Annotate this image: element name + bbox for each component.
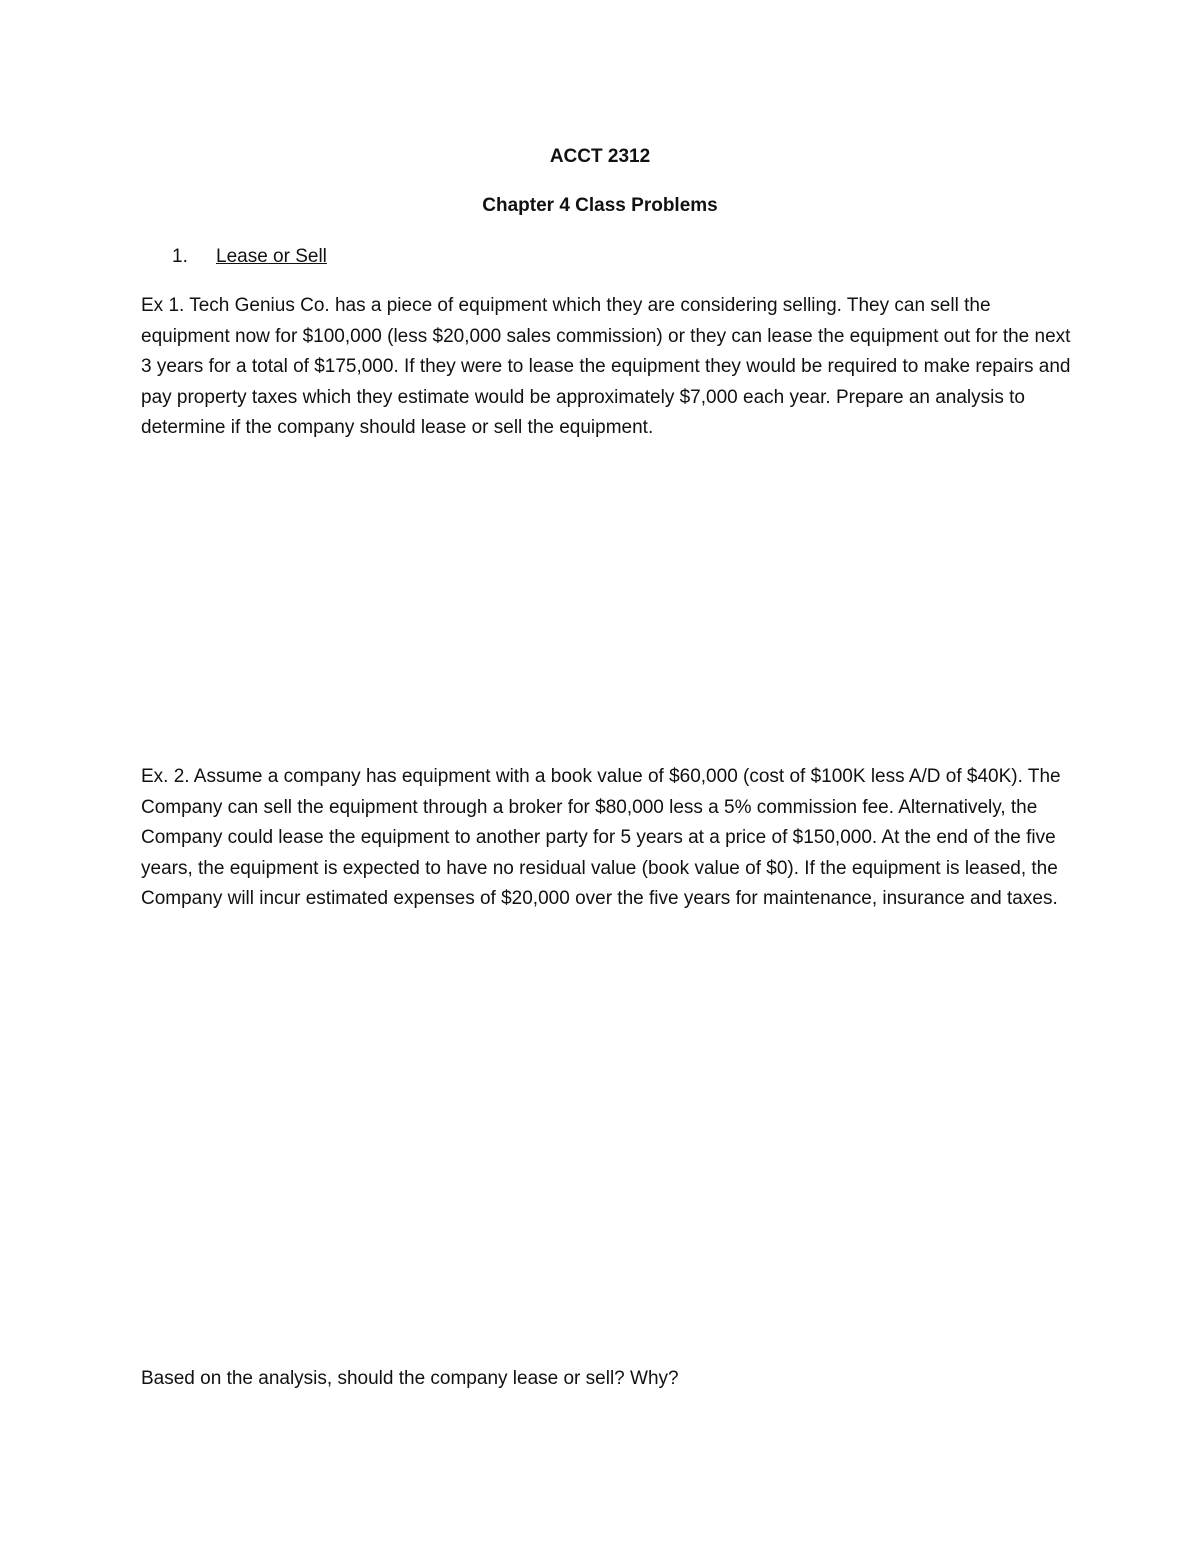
- closing-question: Based on the analysis, should the company lease or sell? Why?: [141, 1368, 679, 1389]
- section-number: 1.: [172, 246, 188, 267]
- section-heading: [172, 245, 327, 269]
- course-code-heading: ACCT 2312: [549, 146, 651, 167]
- exercise-2-paragraph: Ex. 2. Assume a company has equipment with a book value of $60,000 (cost of $100K less A/D of $40K). The Company can sell the equipment through a broker for $80,000 less a 5% commission fee. Alternatively, the Company could lease the equipment to another party for 5 years at a price of $150,000. At the end of the five years, the equipment is expected to have no residual value (book value of $0). If the equipment is leased, the Company will incur estimated expenses of $20,000 over the five years for maintenance, insurance and taxes.: [141, 766, 1061, 910]
- chapter-title-heading: Chapter 4 Class Problems: [482, 195, 718, 216]
- section-label: Lease or Sell: [216, 246, 327, 267]
- exercise-1-paragraph: Ex 1. Tech Genius Co. has a piece of equipment which they are considering selling. They can sell the equipment now for $100,000 (less $20,000 sales commission) or they can lease the equipment out for the next 3 years for a total of $175,000. If they were to lease the equipment they would be required to make repairs and pay property taxes which they estimate would be approximately $7,000 each year. Prepare an analysis to determine if the company should lease or sell the equipment.: [141, 295, 1071, 439]
